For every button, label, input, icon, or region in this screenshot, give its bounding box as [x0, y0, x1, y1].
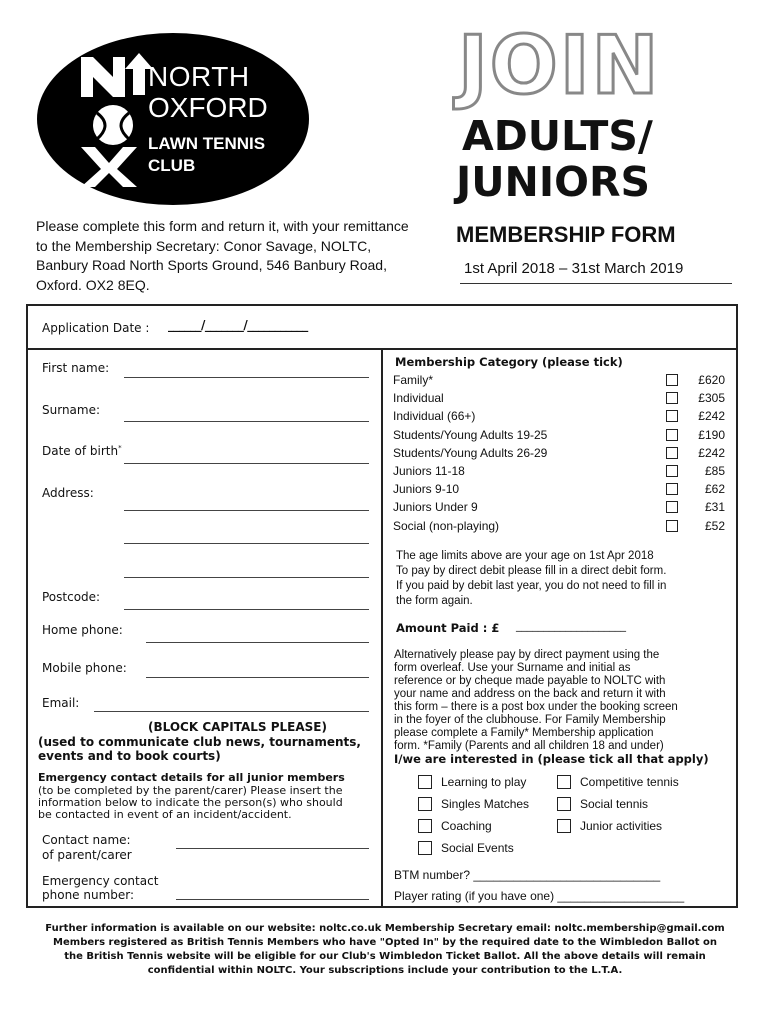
mobile-phone-label: Mobile phone:	[42, 661, 127, 675]
category-price: £190	[698, 427, 725, 442]
payment-note-line: form overleaf. Use your Surname and initial as	[394, 662, 631, 674]
payment-note-line: form. *Family (Parents and all children 18 and under)	[394, 740, 664, 752]
emergency-title: Emergency contact details for all junior members	[38, 771, 345, 784]
payment-note-line: reference or by cheque made payable to NOLTC with	[394, 675, 666, 687]
address-label: Address:	[42, 486, 94, 500]
address-input-3[interactable]	[124, 577, 369, 578]
age-note-line: To pay by direct debit please fill in a direct debit form.	[396, 565, 667, 577]
interest-label-singles: Singles Matches	[441, 797, 530, 811]
postcode-input[interactable]	[124, 609, 369, 610]
membership-dates: 1st April 2018 – 31st March 2019	[464, 260, 684, 277]
interests-title: I/we are interested in (please tick all that apply)	[394, 752, 709, 766]
amount-paid-label: Amount Paid : £	[396, 621, 500, 635]
contact-name-input[interactable]	[176, 848, 369, 849]
postcode-label: Postcode:	[42, 590, 101, 604]
age-note	[396, 549, 666, 609]
age-note-line: The age limits above are your age on 1st Apr 2018	[396, 550, 654, 562]
category-label: Family*	[393, 373, 434, 387]
category-row[interactable]	[393, 407, 733, 425]
category-row[interactable]	[393, 371, 733, 389]
category-row[interactable]	[393, 517, 733, 535]
age-note-line: the form again.	[396, 595, 473, 607]
category-price: £242	[698, 409, 725, 424]
title-rule	[460, 283, 732, 284]
category-price: £305	[698, 391, 725, 406]
category-row[interactable]	[393, 498, 733, 516]
home-phone-input[interactable]	[146, 642, 369, 643]
application-date-field[interactable]: ______/_______/___________	[168, 318, 308, 332]
footer-line: confidential within NOLTC. Your subscriptions include your contribution to the L.T.A.	[147, 965, 623, 976]
logo-text-lawn-tennis: LAWN TENNIS	[148, 134, 266, 153]
dob-input[interactable]	[124, 463, 369, 464]
interest-checkbox-learning[interactable]	[418, 775, 432, 789]
address-input-1[interactable]	[124, 510, 369, 511]
player-rating-field[interactable]: Player rating (if you have one) ___________________	[394, 889, 685, 903]
category-price: £62	[704, 482, 725, 497]
intro-text: Please complete this form and return it, with your remittance to the Membership Secretary: Conor Savage, NOLTC, Banbury Road North Sports Ground, 546 Banbury Road, Oxford. OX2 8EQ.	[36, 218, 409, 293]
footer-line: Further information is available on our website: noltc.co.uk Membership Secretary email: noltc.membership@gmail.com	[45, 923, 725, 934]
interest-checkbox-social-events[interactable]	[418, 841, 432, 855]
footer-text	[40, 922, 730, 978]
interest-checkbox-competitive[interactable]	[557, 775, 571, 789]
join-heading: JOIN	[458, 19, 661, 112]
category-row[interactable]	[393, 426, 733, 444]
interest-label-social-events: Social Events	[441, 841, 514, 855]
interest-checkbox-social-tennis[interactable]	[557, 797, 571, 811]
membership-form-title: MEMBERSHIP FORM	[456, 222, 676, 247]
category-row[interactable]	[393, 389, 733, 407]
category-list	[393, 371, 733, 535]
interest-label-social-tennis: Social tennis	[580, 797, 649, 811]
payment-note	[394, 649, 678, 753]
payment-note-line: in the foyer of the clubhouse. For Family Membership	[394, 714, 666, 726]
emergency-text-3: be contacted in event of an incident/accident.	[38, 808, 292, 821]
category-label: Juniors 11-18	[393, 463, 465, 478]
email-input[interactable]	[94, 711, 369, 712]
category-label: Individual (66+)	[393, 409, 476, 424]
interest-label-coaching: Coaching	[441, 819, 492, 833]
category-label: Students/Young Adults 19-25	[393, 427, 548, 442]
first-name-input[interactable]	[124, 377, 369, 378]
mobile-phone-input[interactable]	[146, 677, 369, 678]
age-note-line: If you paid by debit last year, you do not need to fill in	[396, 580, 667, 592]
footer-line: Members registered as British Tennis Members who have "Opted In" by the required date to the Wimbledon Ballot on	[53, 937, 717, 948]
category-row[interactable]	[393, 462, 733, 480]
footer-line: the British Tennis website will be eligible for our Club's Wimbledon Ticket Ballot. All the above details will remain	[64, 951, 706, 962]
email-usage-line-1: (used to communicate club news, tournaments,	[38, 735, 361, 749]
interest-label-junior: Junior activities	[580, 819, 663, 833]
emergency-text-1: (to be completed by the parent/carer) Please insert the	[38, 784, 343, 797]
category-price: £85	[704, 463, 725, 478]
form-divider-vertical	[381, 348, 383, 908]
category-row[interactable]	[393, 444, 733, 462]
address-input-2[interactable]	[124, 543, 369, 544]
email-usage-line-2: events and to book courts)	[38, 749, 221, 763]
block-capitals-note: (BLOCK CAPITALS PLEASE)	[148, 720, 327, 734]
category-label: Individual	[393, 391, 444, 406]
interest-checkbox-junior[interactable]	[557, 819, 571, 833]
category-title: Membership Category (please tick)	[395, 355, 623, 369]
email-label: Email:	[42, 696, 80, 710]
surname-label: Surname:	[42, 403, 101, 417]
juniors-heading: JUNIORS	[456, 158, 651, 206]
home-phone-label: Home phone:	[42, 623, 123, 637]
category-label: Juniors 9-10	[393, 482, 460, 497]
adults-heading: ADULTS/	[462, 112, 653, 160]
interest-checkbox-singles[interactable]	[418, 797, 432, 811]
emergency-phone-label-2: phone number:	[42, 888, 135, 902]
payment-note-line: this form – there is a post box under the booking screen	[394, 701, 678, 713]
interest-label-learning: Learning to play	[441, 775, 527, 789]
category-price: £52	[704, 518, 725, 533]
emergency-phone-input[interactable]	[176, 899, 369, 900]
category-price: £620	[698, 373, 725, 387]
interest-label-competitive: Competitive tennis	[580, 775, 679, 789]
logo-text-club: CLUB	[148, 156, 196, 175]
logo-text-north: NORTH	[148, 61, 250, 92]
logo-text-oxford: OXFORD	[148, 92, 268, 123]
emergency-text-2: information below to indicate the person(s) who should	[38, 796, 343, 809]
first-name-label: First name:	[42, 361, 110, 375]
payment-note-line: Alternatively please pay by direct payment using the	[394, 649, 660, 661]
amount-paid-input[interactable]: ____________________	[516, 619, 626, 632]
category-price: £242	[698, 445, 725, 460]
payment-note-line: your name and address on the back and return it with	[394, 688, 666, 700]
contact-name-label-2: of parent/carer	[42, 848, 132, 862]
category-price: £31	[704, 500, 725, 515]
btm-number-field[interactable]: BTM number? ____________________________	[394, 868, 661, 882]
category-label: Juniors Under 9	[393, 500, 478, 515]
surname-input[interactable]	[124, 421, 369, 422]
interest-checkbox-coaching[interactable]	[418, 819, 432, 833]
category-label: Students/Young Adults 26-29	[393, 445, 548, 460]
payment-note-line: please complete a Family* Membership application	[394, 727, 654, 739]
category-label: Social (non-playing)	[393, 518, 500, 533]
contact-name-label-1: Contact name:	[42, 833, 131, 847]
dob-label: Date of birth*	[42, 444, 122, 458]
category-row[interactable]	[393, 480, 733, 498]
emergency-phone-label-1: Emergency contact	[42, 874, 159, 888]
application-date-label: Application Date :	[42, 321, 150, 335]
